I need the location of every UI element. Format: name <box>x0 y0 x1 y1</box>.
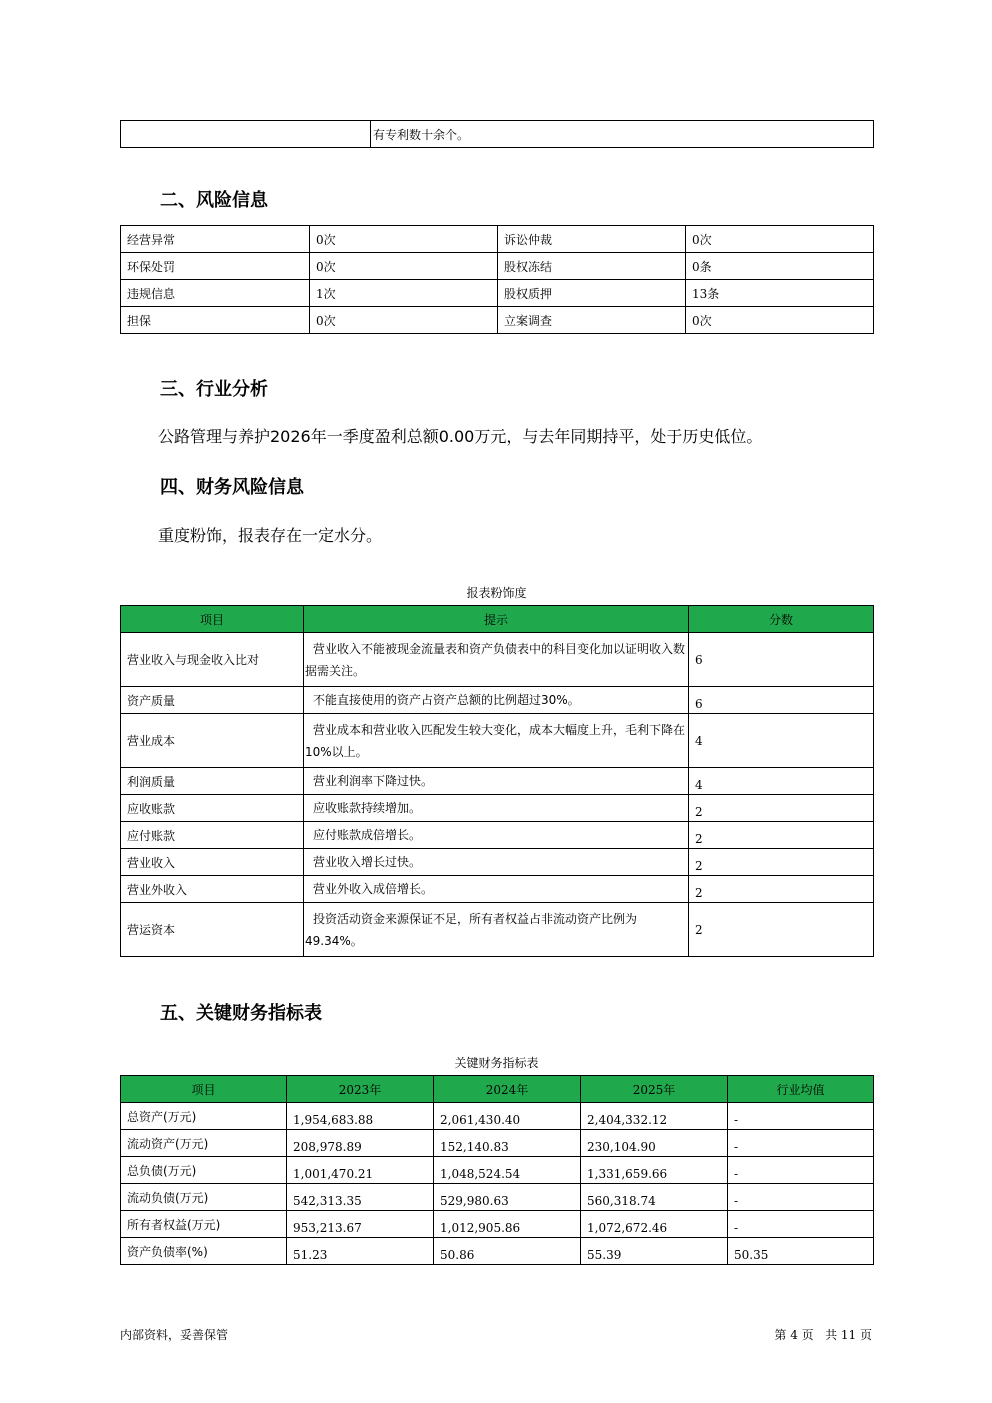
risk-value: 0次 <box>310 253 498 280</box>
indicator-value: 51.23 <box>287 1238 434 1265</box>
table-header-row <box>121 606 874 633</box>
risk-value: 1次 <box>310 280 498 307</box>
section-title-financial-risk: 四、财务风险信息 <box>160 477 304 498</box>
risk-value: 0次 <box>686 226 874 253</box>
table-row <box>121 714 874 768</box>
indicators-table-caption: 关键财务指标表 <box>454 1056 539 1070</box>
column-header-2025: 2025年 <box>581 1076 728 1103</box>
tip-cell: 营业利润率下降过快。 <box>304 768 689 795</box>
risk-key: 股权冻结 <box>498 253 686 280</box>
item-cell: 营业成本 <box>121 714 304 768</box>
tip-cell: 应付账款成倍增长。 <box>304 822 689 849</box>
indicator-name: 总负债(万元) <box>121 1157 287 1184</box>
table-row <box>121 253 874 280</box>
indicator-value: 152,140.83 <box>434 1130 581 1157</box>
item-cell: 营业收入 <box>121 849 304 876</box>
risk-value: 0条 <box>686 253 874 280</box>
risk-key: 股权质押 <box>498 280 686 307</box>
industry-analysis-text: 公路管理与养护2026年一季度盈利总额0.00万元，与去年同期持平，处于历史低位。 <box>158 427 763 446</box>
table-row <box>121 876 874 903</box>
column-header-item: 项目 <box>121 1076 287 1103</box>
tip-cell: 营业收入不能被现金流量表和资产负债表中的科目变化加以证明收入数据需关注。 <box>304 633 689 687</box>
table-row <box>121 280 874 307</box>
score-cell: 6 <box>689 687 874 714</box>
indicator-name: 流动负债(万元) <box>121 1184 287 1211</box>
indicator-value: 1,048,524.54 <box>434 1157 581 1184</box>
table-row <box>121 633 874 687</box>
indicator-value: 50.86 <box>434 1238 581 1265</box>
table-row <box>121 1184 874 1211</box>
item-cell: 利润质量 <box>121 768 304 795</box>
indicator-value: - <box>728 1130 874 1157</box>
indicator-value: - <box>728 1103 874 1130</box>
top-table-text: 有专利数十余个。 <box>371 121 874 148</box>
item-cell: 应收账款 <box>121 795 304 822</box>
indicator-value: 953,213.67 <box>287 1211 434 1238</box>
column-header-score: 分数 <box>689 606 874 633</box>
key-indicators-table <box>120 1075 874 1265</box>
table-row <box>121 226 874 253</box>
risk-key: 担保 <box>121 307 310 334</box>
embellishment-table <box>120 605 874 957</box>
tip-cell: 营业收入增长过快。 <box>304 849 689 876</box>
score-cell: 2 <box>689 876 874 903</box>
footer-page-number: 第 4 页 共 11 页 <box>774 1328 872 1342</box>
table-row <box>121 849 874 876</box>
score-cell: 2 <box>689 795 874 822</box>
indicator-value: 55.39 <box>581 1238 728 1265</box>
indicator-value: 542,313.35 <box>287 1184 434 1211</box>
risk-key: 违规信息 <box>121 280 310 307</box>
table-row <box>121 1238 874 1265</box>
risk-key: 经营异常 <box>121 226 310 253</box>
footer-confidential-note: 内部资料，妥善保管 <box>120 1328 229 1342</box>
table-row <box>121 768 874 795</box>
indicator-value: - <box>728 1184 874 1211</box>
table-row <box>121 903 874 957</box>
indicator-value: 1,012,905.86 <box>434 1211 581 1238</box>
indicator-value: 230,104.90 <box>581 1130 728 1157</box>
indicator-value: - <box>728 1211 874 1238</box>
section-title-risk-info: 二、风险信息 <box>160 190 268 211</box>
indicator-name: 总资产(万元) <box>121 1103 287 1130</box>
table-row <box>121 1211 874 1238</box>
indicator-value: 208,978.89 <box>287 1130 434 1157</box>
indicator-value: 560,318.74 <box>581 1184 728 1211</box>
score-cell: 4 <box>689 768 874 795</box>
tip-cell: 营业成本和营业收入匹配发生较大变化，成本大幅度上升，毛利下降在10%以上。 <box>304 714 689 768</box>
tip-cell: 营业外收入成倍增长。 <box>304 876 689 903</box>
table-row <box>121 307 874 334</box>
indicator-name: 所有者权益(万元) <box>121 1211 287 1238</box>
risk-value: 0次 <box>310 307 498 334</box>
indicator-value: 1,001,470.21 <box>287 1157 434 1184</box>
risk-key: 环保处罚 <box>121 253 310 280</box>
table-row <box>121 1130 874 1157</box>
section-title-industry-analysis: 三、行业分析 <box>160 379 268 400</box>
top-table-empty-cell <box>121 121 371 148</box>
score-cell: 2 <box>689 849 874 876</box>
score-cell: 6 <box>689 633 874 687</box>
risk-key: 诉讼仲裁 <box>498 226 686 253</box>
indicator-value: 2,404,332.12 <box>581 1103 728 1130</box>
indicator-value: - <box>728 1157 874 1184</box>
table-row <box>121 1157 874 1184</box>
section-title-key-indicators: 五、关键财务指标表 <box>160 1003 322 1024</box>
indicator-name: 资产负债率(%) <box>121 1238 287 1265</box>
indicator-value: 1,331,659.66 <box>581 1157 728 1184</box>
embellishment-table-caption: 报表粉饰度 <box>466 586 527 600</box>
indicator-value: 529,980.63 <box>434 1184 581 1211</box>
item-cell: 资产质量 <box>121 687 304 714</box>
item-cell: 营业外收入 <box>121 876 304 903</box>
risk-value: 0次 <box>686 307 874 334</box>
table-row <box>121 822 874 849</box>
column-header-tip: 提示 <box>304 606 689 633</box>
column-header-item: 项目 <box>121 606 304 633</box>
indicator-value: 1,954,683.88 <box>287 1103 434 1130</box>
indicator-name: 流动资产(万元) <box>121 1130 287 1157</box>
table-row <box>121 795 874 822</box>
indicator-value: 2,061,430.40 <box>434 1103 581 1130</box>
column-header-2023: 2023年 <box>287 1076 434 1103</box>
risk-info-table <box>120 225 874 334</box>
item-cell: 应付账款 <box>121 822 304 849</box>
risk-key: 立案调查 <box>498 307 686 334</box>
indicator-value: 50.35 <box>728 1238 874 1265</box>
table-row <box>121 1103 874 1130</box>
risk-value: 13条 <box>686 280 874 307</box>
table-header-row <box>121 1076 874 1103</box>
financial-risk-text: 重度粉饰，报表存在一定水分。 <box>158 526 383 545</box>
score-cell: 2 <box>689 903 874 957</box>
score-cell: 2 <box>689 822 874 849</box>
column-header-2024: 2024年 <box>434 1076 581 1103</box>
tip-cell: 不能直接使用的资产占资产总额的比例超过30%。 <box>304 687 689 714</box>
table-row <box>121 687 874 714</box>
item-cell: 营运资本 <box>121 903 304 957</box>
tip-cell: 应收账款持续增加。 <box>304 795 689 822</box>
indicator-value: 1,072,672.46 <box>581 1211 728 1238</box>
risk-value: 0次 <box>310 226 498 253</box>
score-cell: 4 <box>689 714 874 768</box>
item-cell: 营业收入与现金收入比对 <box>121 633 304 687</box>
top-continuation-table <box>120 120 874 148</box>
column-header-industry-avg: 行业均值 <box>728 1076 874 1103</box>
tip-cell: 投资活动资金来源保证不足，所有者权益占非流动资产比例为49.34%。 <box>304 903 689 957</box>
